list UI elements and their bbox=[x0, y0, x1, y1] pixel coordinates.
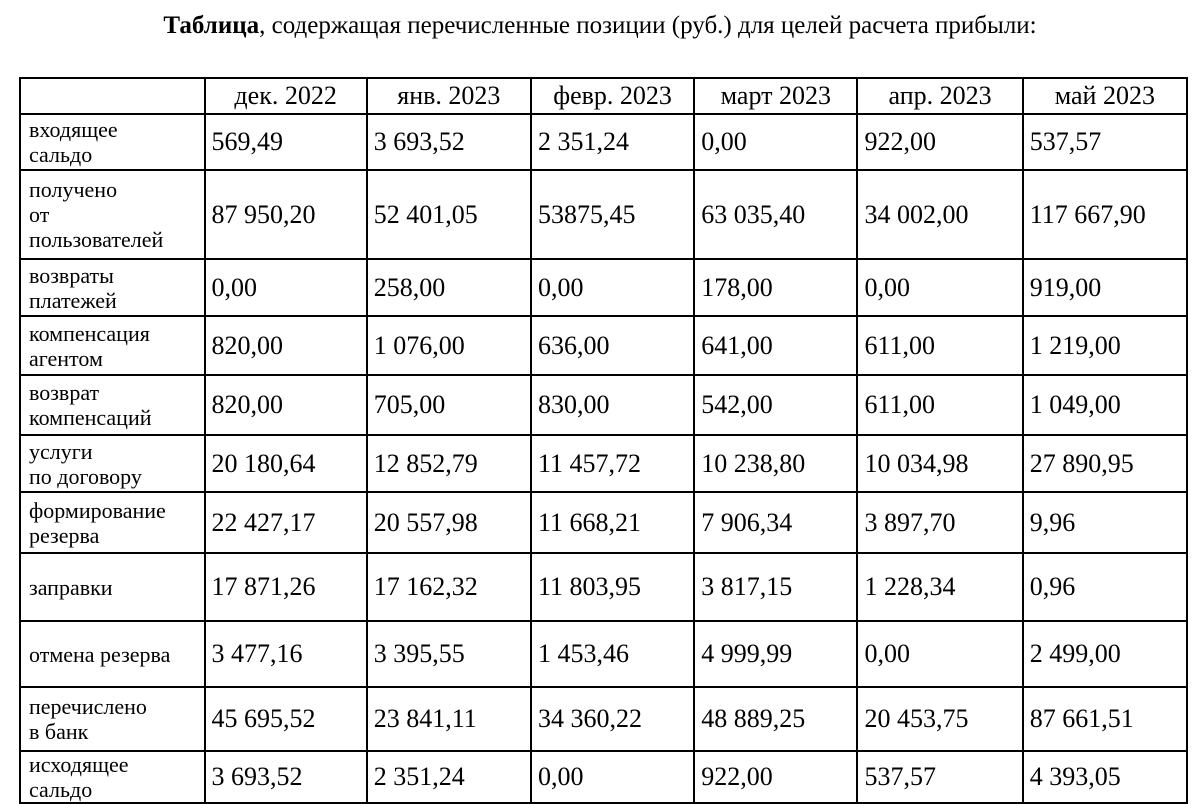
row-label bbox=[20, 114, 205, 170]
value-cell: 537,57 bbox=[1023, 114, 1187, 170]
value-cell: 17 162,32 bbox=[367, 553, 531, 621]
value-cell: 1 219,00 bbox=[1023, 316, 1187, 375]
value-cell: 1 049,00 bbox=[1023, 375, 1187, 435]
row-label-text: возвраты платежей bbox=[29, 262, 117, 313]
value-cell: 542,00 bbox=[694, 375, 857, 435]
value-cell: 0,00 bbox=[531, 751, 694, 803]
row-label-text: компенсация агентом bbox=[29, 320, 150, 371]
value-cell: 52 401,05 bbox=[367, 170, 531, 259]
row-label-text: возврат компенсаций bbox=[29, 380, 152, 430]
value-cell: 3 477,16 bbox=[205, 621, 367, 687]
row-label bbox=[20, 621, 205, 687]
row-label-text: перечислено в банк bbox=[29, 694, 147, 744]
value-cell: 178,00 bbox=[694, 259, 857, 316]
table-row bbox=[20, 170, 1187, 259]
value-cell: 2 499,00 bbox=[1023, 621, 1187, 687]
value-cell: 17 871,26 bbox=[205, 553, 367, 621]
value-cell: 4 393,05 bbox=[1023, 751, 1187, 803]
value-cell: 12 852,79 bbox=[367, 435, 531, 492]
table-caption bbox=[0, 10, 1200, 42]
value-cell: 10 034,98 bbox=[857, 435, 1022, 492]
value-cell: 4 999,99 bbox=[694, 621, 857, 687]
value-cell: 922,00 bbox=[857, 114, 1022, 170]
row-label bbox=[20, 170, 205, 259]
header-cell: дек. 2022 bbox=[205, 78, 367, 114]
profit-table bbox=[19, 77, 1188, 804]
value-cell: 20 180,64 bbox=[205, 435, 367, 492]
value-cell: 22 427,17 bbox=[205, 492, 367, 553]
row-label bbox=[20, 259, 205, 316]
value-cell: 705,00 bbox=[367, 375, 531, 435]
caption-text: , содержащая перечисленные позиции (руб.) для целей расчета прибыли: bbox=[259, 12, 1037, 39]
value-cell: 34 360,22 bbox=[531, 687, 694, 751]
value-cell: 117 667,90 bbox=[1023, 170, 1187, 259]
value-cell: 537,57 bbox=[857, 751, 1022, 803]
table-row bbox=[20, 375, 1187, 435]
table-row bbox=[20, 687, 1187, 751]
value-cell: 87 661,51 bbox=[1023, 687, 1187, 751]
row-label-text: заправки bbox=[29, 574, 113, 600]
value-cell: 11 457,72 bbox=[531, 435, 694, 492]
value-cell: 1 228,34 bbox=[857, 553, 1022, 621]
row-label bbox=[20, 751, 205, 803]
value-cell: 10 238,80 bbox=[694, 435, 857, 492]
header-row bbox=[20, 78, 1187, 114]
value-cell: 23 841,11 bbox=[367, 687, 531, 751]
value-cell: 2 351,24 bbox=[531, 114, 694, 170]
value-cell: 0,00 bbox=[857, 259, 1022, 316]
value-cell: 1 453,46 bbox=[531, 621, 694, 687]
value-cell: 0,96 bbox=[1023, 553, 1187, 621]
value-cell: 820,00 bbox=[205, 316, 367, 375]
value-cell: 9,96 bbox=[1023, 492, 1187, 553]
value-cell: 0,00 bbox=[531, 259, 694, 316]
value-cell: 11 803,95 bbox=[531, 553, 694, 621]
value-cell: 45 695,52 bbox=[205, 687, 367, 751]
row-label bbox=[20, 375, 205, 435]
row-label-text: формирование резерва bbox=[29, 497, 166, 548]
value-cell: 820,00 bbox=[205, 375, 367, 435]
value-cell: 922,00 bbox=[694, 751, 857, 803]
row-label bbox=[20, 316, 205, 375]
value-cell: 3 817,15 bbox=[694, 553, 857, 621]
table-row bbox=[20, 316, 1187, 375]
value-cell: 87 950,20 bbox=[205, 170, 367, 259]
value-cell: 3 693,52 bbox=[205, 751, 367, 803]
value-cell: 611,00 bbox=[857, 375, 1022, 435]
value-cell: 20 557,98 bbox=[367, 492, 531, 553]
value-cell: 2 351,24 bbox=[367, 751, 531, 803]
value-cell: 0,00 bbox=[205, 259, 367, 316]
value-cell: 63 035,40 bbox=[694, 170, 857, 259]
value-cell: 11 668,21 bbox=[531, 492, 694, 553]
value-cell: 611,00 bbox=[857, 316, 1022, 375]
table-row bbox=[20, 751, 1187, 803]
header-cell: янв. 2023 bbox=[367, 78, 531, 114]
table-row bbox=[20, 553, 1187, 621]
value-cell: 3 395,55 bbox=[367, 621, 531, 687]
value-cell: 641,00 bbox=[694, 316, 857, 375]
value-cell: 830,00 bbox=[531, 375, 694, 435]
value-cell: 258,00 bbox=[367, 259, 531, 316]
row-label bbox=[20, 492, 205, 553]
header-cell: март 2023 bbox=[694, 78, 857, 114]
value-cell: 919,00 bbox=[1023, 259, 1187, 316]
header-cell: май 2023 bbox=[1023, 78, 1187, 114]
value-cell: 569,49 bbox=[205, 114, 367, 170]
value-cell: 0,00 bbox=[694, 114, 857, 170]
header-cell: февр. 2023 bbox=[531, 78, 694, 114]
value-cell: 34 002,00 bbox=[857, 170, 1022, 259]
table-row bbox=[20, 259, 1187, 316]
table-row bbox=[20, 492, 1187, 553]
value-cell: 20 453,75 bbox=[857, 687, 1022, 751]
value-cell: 3 897,70 bbox=[857, 492, 1022, 553]
row-label-text: отмена резерва bbox=[29, 641, 171, 667]
row-label-text: услуги по договору bbox=[29, 438, 142, 489]
row-label-text: исходящее сальдо bbox=[29, 752, 129, 802]
table-row bbox=[20, 621, 1187, 687]
table-row bbox=[20, 435, 1187, 492]
value-cell: 1 076,00 bbox=[367, 316, 531, 375]
value-cell: 48 889,25 bbox=[694, 687, 857, 751]
header-cell-empty bbox=[20, 78, 205, 114]
table-row bbox=[20, 114, 1187, 170]
row-label bbox=[20, 687, 205, 751]
value-cell: 27 890,95 bbox=[1023, 435, 1187, 492]
row-label bbox=[20, 553, 205, 621]
value-cell: 7 906,34 bbox=[694, 492, 857, 553]
caption-bold: Таблица bbox=[163, 12, 260, 39]
value-cell: 53875,45 bbox=[531, 170, 694, 259]
row-label-text: получено от пользователей bbox=[29, 177, 164, 252]
row-label bbox=[20, 435, 205, 492]
value-cell: 636,00 bbox=[531, 316, 694, 375]
header-cell: апр. 2023 bbox=[857, 78, 1022, 114]
value-cell: 0,00 bbox=[857, 621, 1022, 687]
value-cell: 3 693,52 bbox=[367, 114, 531, 170]
row-label-text: входящее сальдо bbox=[29, 117, 118, 167]
